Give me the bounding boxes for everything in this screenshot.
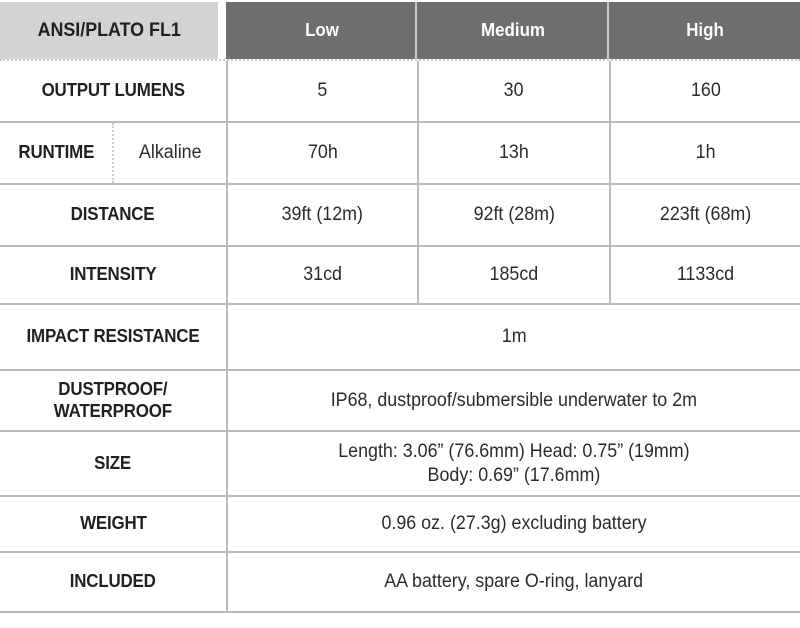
row-size <box>0 432 800 497</box>
row-label: INCLUDED <box>70 571 156 592</box>
runtime-low: 70h <box>226 123 417 183</box>
row-label: OUTPUT LUMENS <box>41 80 185 101</box>
row-runtime <box>0 123 800 185</box>
intensity-high: 1133cd <box>609 247 800 303</box>
column-header-low <box>226 0 417 59</box>
row-intensity <box>0 247 800 305</box>
distance-medium: 92ft (28m) <box>417 185 609 245</box>
intensity-low: 31cd <box>226 247 417 303</box>
row-label: INTENSITY <box>69 264 157 285</box>
row-label: SIZE <box>94 452 132 473</box>
column-header-low-label: Low <box>304 19 339 40</box>
table-header-title-cell <box>0 0 226 59</box>
intensity-medium: 185cd <box>417 247 609 303</box>
row-label: DISTANCE <box>71 204 155 225</box>
row-label: DUSTPROOF/ WATERPROOF <box>53 378 173 421</box>
column-header-high <box>609 0 800 59</box>
impact-resistance-value: 1m <box>226 305 800 369</box>
row-impact-resistance <box>0 305 800 371</box>
distance-high: 223ft (68m) <box>609 185 800 245</box>
row-distance <box>0 185 800 247</box>
column-header-medium <box>417 0 609 59</box>
column-header-high-label: High <box>685 19 724 40</box>
row-included <box>0 553 800 613</box>
table-title: ANSI/PLATO FL1 <box>37 19 181 41</box>
output-lumens-high: 160 <box>609 61 800 121</box>
table-header-row <box>0 0 800 61</box>
runtime-medium: 13h <box>417 123 609 183</box>
row-dustproof-waterproof <box>0 371 800 432</box>
row-output-lumens <box>0 61 800 123</box>
row-label: WEIGHT <box>79 513 147 534</box>
weight-value: 0.96 oz. (27.3g) excluding battery <box>226 497 800 551</box>
output-lumens-medium: 30 <box>417 61 609 121</box>
output-lumens-low: 5 <box>226 61 417 121</box>
size-value: Length: 3.06” (76.6mm) Head: 0.75” (19mm) Body: 0.69” (17.6mm) <box>226 432 800 495</box>
runtime-high: 1h <box>609 123 800 183</box>
row-label: IMPACT RESISTANCE <box>26 326 200 347</box>
dustproof-waterproof-value: IP68, dustproof/submersible underwater to 2m <box>226 371 800 430</box>
included-value: AA battery, spare O-ring, lanyard <box>226 553 800 611</box>
column-header-medium-label: Medium <box>481 19 545 40</box>
row-weight <box>0 497 800 553</box>
runtime-battery-type: Alkaline <box>112 123 226 183</box>
row-label: RUNTIME <box>18 142 94 163</box>
distance-low: 39ft (12m) <box>226 185 417 245</box>
